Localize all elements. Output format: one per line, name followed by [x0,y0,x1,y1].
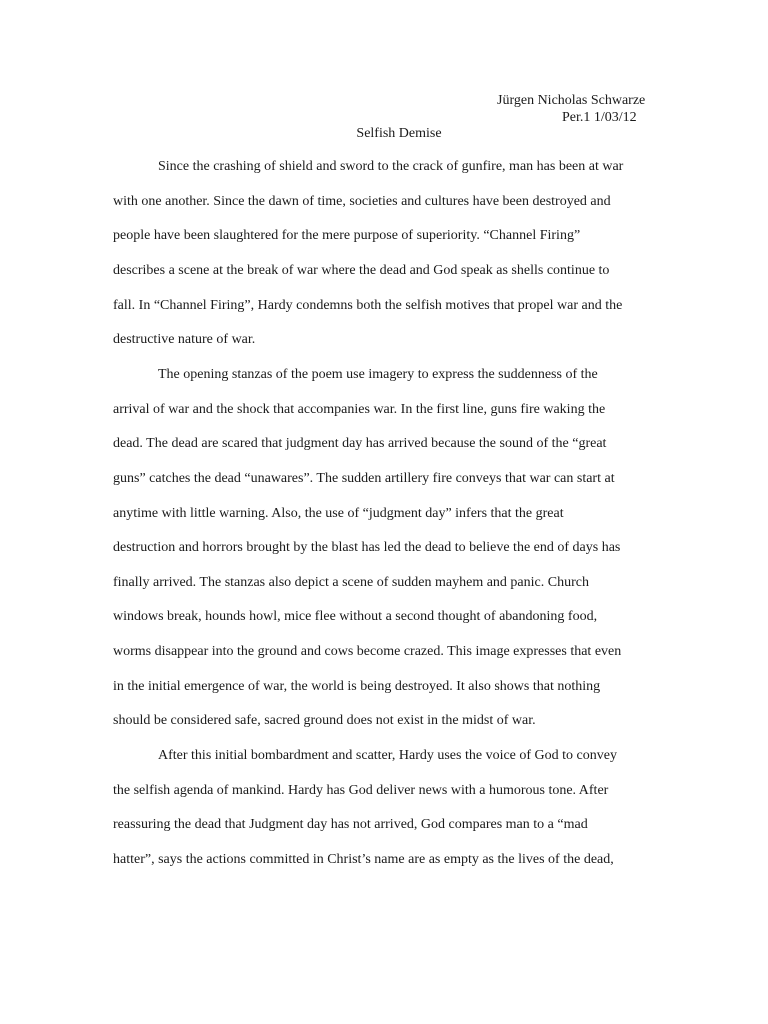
body-text-line: people have been slaughtered for the mere purpose of superiority. “Channel Firing” [113,228,581,244]
essay-title [0,126,768,142]
period-date: Per.1 1/03/12 [562,110,637,125]
body-text-line: in the initial emergence of war, the world is being destroyed. It also shows that nothing [113,678,601,694]
body-text-line: describes a scene at the break of war where the dead and God speak as shells continue to [113,262,610,278]
body-text-line: the selfish agenda of mankind. Hardy has God deliver news with a humorous tone. After [113,782,609,798]
body-text-line: destructive nature of war. [113,332,256,348]
body-text-line: Since the crashing of shield and sword to the crack of gunfire, man has been at war [158,159,624,174]
body-text-line: dead. The dead are scared that judgment day has arrived because the sound of the “great [113,436,607,452]
essay-title-text: Selfish Demise [356,126,442,141]
body-text-line: windows break, hounds howl, mice flee without a second thought of abandoning food, [113,609,598,625]
body-text-line: The opening stanzas of the poem use imagery to express the suddenness of the [158,366,598,382]
body-text-line: with one another. Since the dawn of time, societies and cultures have been destroyed and [113,193,611,209]
body-text-line: fall. In “Channel Firing”, Hardy condemns both the selfish motives that propel war and the [113,297,623,313]
body-text-line: worms disappear into the ground and cows become crazed. This image expresses that even [113,644,622,660]
body-text-line: reassuring the dead that Judgment day has not arrived, God compares man to a “mad [113,817,588,833]
body-text-line: arrival of war and the shock that accompanies war. In the first line, guns fire waking the [113,401,606,417]
body-text-line: anytime with little warning. Also, the use of “judgment day” infers that the great [113,505,564,521]
body-text-line: After this initial bombardment and scatter, Hardy uses the voice of God to convey [158,748,617,764]
body-text-line: hatter”, says the actions committed in Christ’s name are as empty as the lives of the dead, [113,852,614,867]
body-text-line: should be considered safe, sacred ground does not exist in the midst of war. [113,713,536,729]
author-name: Jürgen Nicholas Schwarze [497,93,646,108]
body-text-line: destruction and horrors brought by the blast has led the dead to believe the end of days has [113,540,621,556]
body-text-line: finally arrived. The stanzas also depict a scene of sudden mayhem and panic. Church [113,574,589,590]
body-text-line: guns” catches the dead “unawares”. The sudden artillery fire conveys that war can start at [113,470,615,486]
